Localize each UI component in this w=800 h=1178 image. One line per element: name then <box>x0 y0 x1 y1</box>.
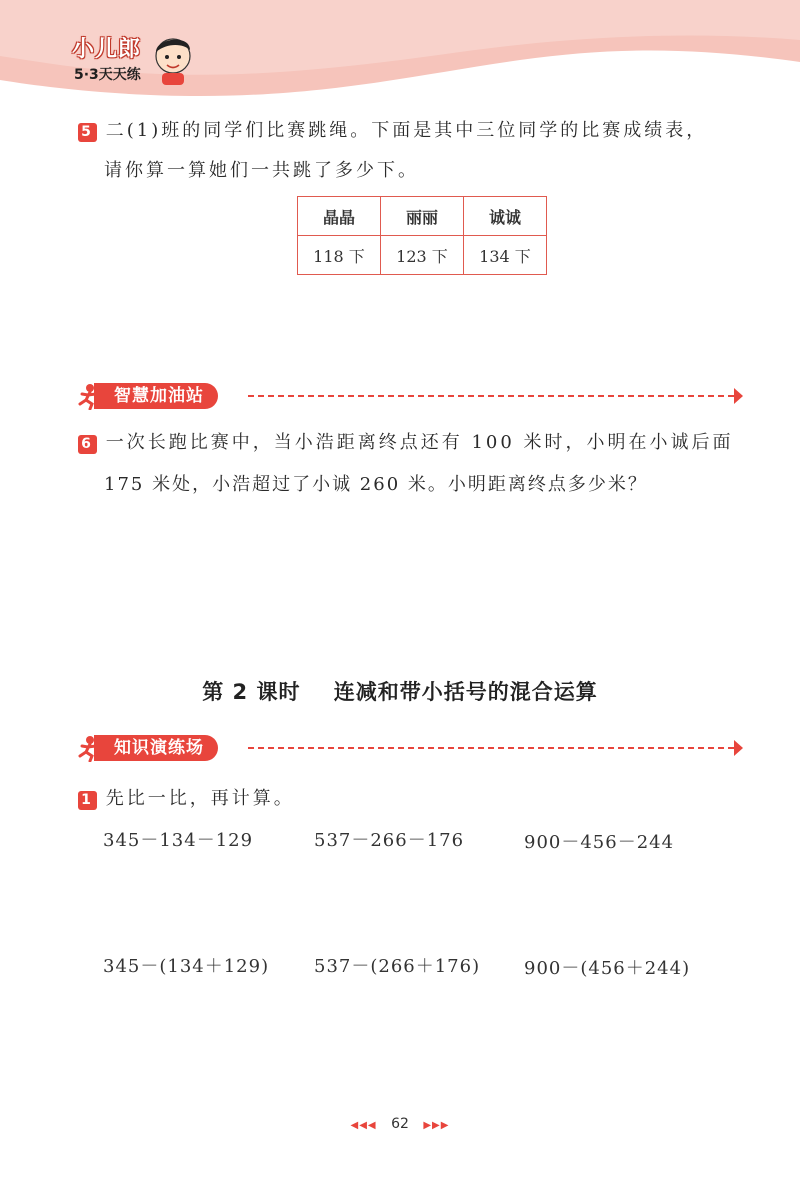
section-banner-wisdom <box>76 382 746 410</box>
lesson-title: 第 2 课时 连减和带小括号的混合运算 <box>202 680 598 704</box>
section-banner-practice <box>76 734 746 762</box>
question-6-text-1: 一次长跑比赛中，当小浩距离终点还有 100 米时，小明在小诚后面 <box>105 432 734 453</box>
question-5-text-1: 二(1)班的同学们比赛跳绳。下面是其中三位同学的比赛成绩表， <box>105 120 708 141</box>
table-cell: 134 下 <box>464 236 547 275</box>
brand-series: 5·3天天练 <box>74 67 141 83</box>
question-number-6: 6 <box>78 435 97 454</box>
mascot-boy-icon <box>150 30 196 86</box>
expression: 537－266－176 <box>314 830 465 851</box>
brand-title: 小儿郎 <box>72 37 142 62</box>
question-number-1: 1 <box>78 791 97 810</box>
question-1-prompt: 先比一比，再计算。 <box>105 788 295 809</box>
table-header-row <box>298 197 547 236</box>
expression: 537－(266＋176) <box>314 956 481 977</box>
table-cell: 118 下 <box>298 236 381 275</box>
section-title-wisdom: 智慧加油站 <box>94 383 218 409</box>
brand-logo <box>66 30 196 90</box>
left-arrows-icon: ◀◀◀ <box>350 1120 377 1131</box>
question-5-line-2: 请你算一算她们一共跳了多少下。 <box>104 160 419 181</box>
table-header-cell: 诚诚 <box>464 197 547 236</box>
question-6-line-2: 175 米处，小浩超过了小诚 260 米。小明距离终点多少米？ <box>104 474 648 495</box>
page-number <box>0 1116 800 1132</box>
question-5-line-1 <box>78 116 707 142</box>
expression: 900－456－244 <box>524 832 675 853</box>
table-cell: 123 下 <box>381 236 464 275</box>
table-header-cell: 晶晶 <box>298 197 381 236</box>
question-1-line <box>78 784 295 810</box>
section-title-practice: 知识演练场 <box>94 735 218 761</box>
arrow-right-icon <box>734 740 743 756</box>
table-header-cell: 丽丽 <box>381 197 464 236</box>
arrow-right-icon <box>734 388 743 404</box>
banner-dashed-line <box>248 747 734 749</box>
question-number-5: 5 <box>78 123 97 142</box>
banner-dashed-line <box>248 395 734 397</box>
question-6-line-1 <box>78 428 734 454</box>
expression: 345－(134＋129) <box>103 956 270 977</box>
table-row <box>298 236 547 275</box>
page-number-value: 62 <box>391 1116 409 1132</box>
score-table <box>297 196 547 275</box>
expression: 900－(456＋244) <box>524 958 691 979</box>
expression: 345－134－129 <box>103 830 254 851</box>
right-arrows-icon: ▶▶▶ <box>423 1120 450 1131</box>
